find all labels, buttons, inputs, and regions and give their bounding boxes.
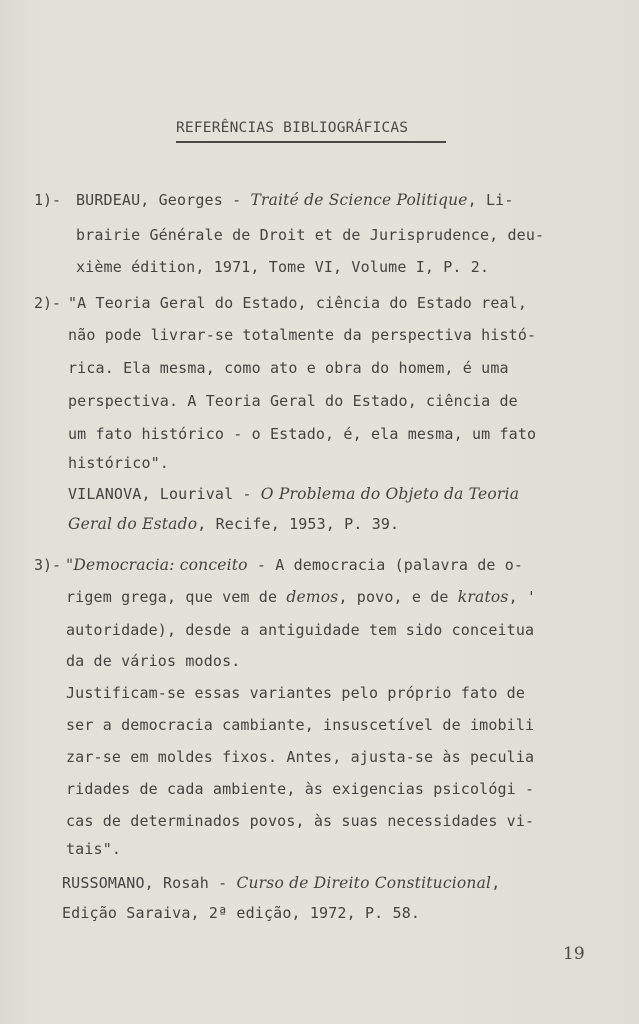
- reference-line: "A Teoria Geral do Estado, ciência do Estado real,: [68, 294, 528, 312]
- author: RUSSOMANO, Rosah -: [62, 874, 237, 892]
- reference-line: tais".: [66, 840, 122, 858]
- reference-line: ser a democracia cambiante, insuscetível de imobili: [66, 716, 535, 734]
- greek-term: demos: [286, 588, 339, 606]
- reference-line: [66, 588, 536, 606]
- reference-line: [68, 485, 519, 503]
- reference-line: [76, 191, 514, 209]
- reference-line: rica. Ela mesma, como ato e obra do homem, é uma: [68, 359, 509, 377]
- reference-number: 2)-: [34, 294, 62, 312]
- reference-line: Justificam-se essas variantes pelo próprio fato de: [66, 684, 526, 702]
- text: rigem grega, que vem de: [66, 588, 287, 606]
- text: , ': [508, 588, 537, 606]
- text: , Li-: [467, 191, 514, 209]
- reference-line: autoridade), desde a antiguidade tem sido conceitua: [66, 621, 535, 639]
- author: BURDEAU, Georges -: [76, 191, 251, 209]
- reference-line: ridades de cada ambiente, às exigencias psicológi -: [66, 780, 535, 798]
- reference-line: perspectiva. A Teoria Geral do Estado, ciência de: [68, 392, 518, 410]
- reference-line: [62, 874, 500, 892]
- reference-line: [68, 515, 399, 533]
- reference-line: brairie Générale de Droit et de Jurisprudence, deu-: [76, 226, 545, 244]
- quote-heading: "Democracia: conceito: [66, 556, 248, 574]
- text: , Recife, 1953, P. 39.: [197, 515, 400, 533]
- greek-term: kratos: [457, 588, 509, 606]
- title-underline: [176, 141, 446, 143]
- text: - A democracia (palavra de o-: [247, 556, 524, 574]
- reference-line: não pode livrar-se totalmente da perspectiva histó-: [68, 326, 537, 344]
- reference-line: um fato histórico - o Estado, é, ela mesma, um fato: [68, 425, 537, 443]
- reference-line: cas de determinados povos, às suas necessidades vi-: [66, 812, 535, 830]
- work-title: Geral do Estado: [68, 515, 198, 533]
- reference-line: zar-se em moldes fixos. Antes, ajusta-se às peculia: [66, 748, 535, 766]
- reference-line: da de vários modos.: [66, 652, 241, 670]
- text: ,: [491, 874, 501, 892]
- author: VILANOVA, Lourival -: [68, 485, 261, 503]
- work-title: Traité de Science Politique: [250, 191, 468, 209]
- text: , povo, e de: [338, 588, 458, 606]
- reference-line: [66, 556, 523, 574]
- reference-line: Edição Saraiva, 2ª edição, 1972, P. 58.: [62, 904, 421, 922]
- reference-line: xième édition, 1971, Tome VI, Volume I, P. 2.: [76, 258, 490, 276]
- page-title: REFERÊNCIAS BIBLIOGRÁFICAS: [176, 120, 409, 136]
- reference-number: 3)-: [34, 556, 62, 574]
- work-title: O Problema do Objeto da Teoria: [260, 485, 520, 503]
- page-number: 19: [563, 944, 585, 964]
- reference-number: 1)-: [34, 191, 62, 209]
- work-title: Curso de Direito Constitucional: [236, 874, 492, 892]
- reference-line: histórico".: [68, 454, 169, 472]
